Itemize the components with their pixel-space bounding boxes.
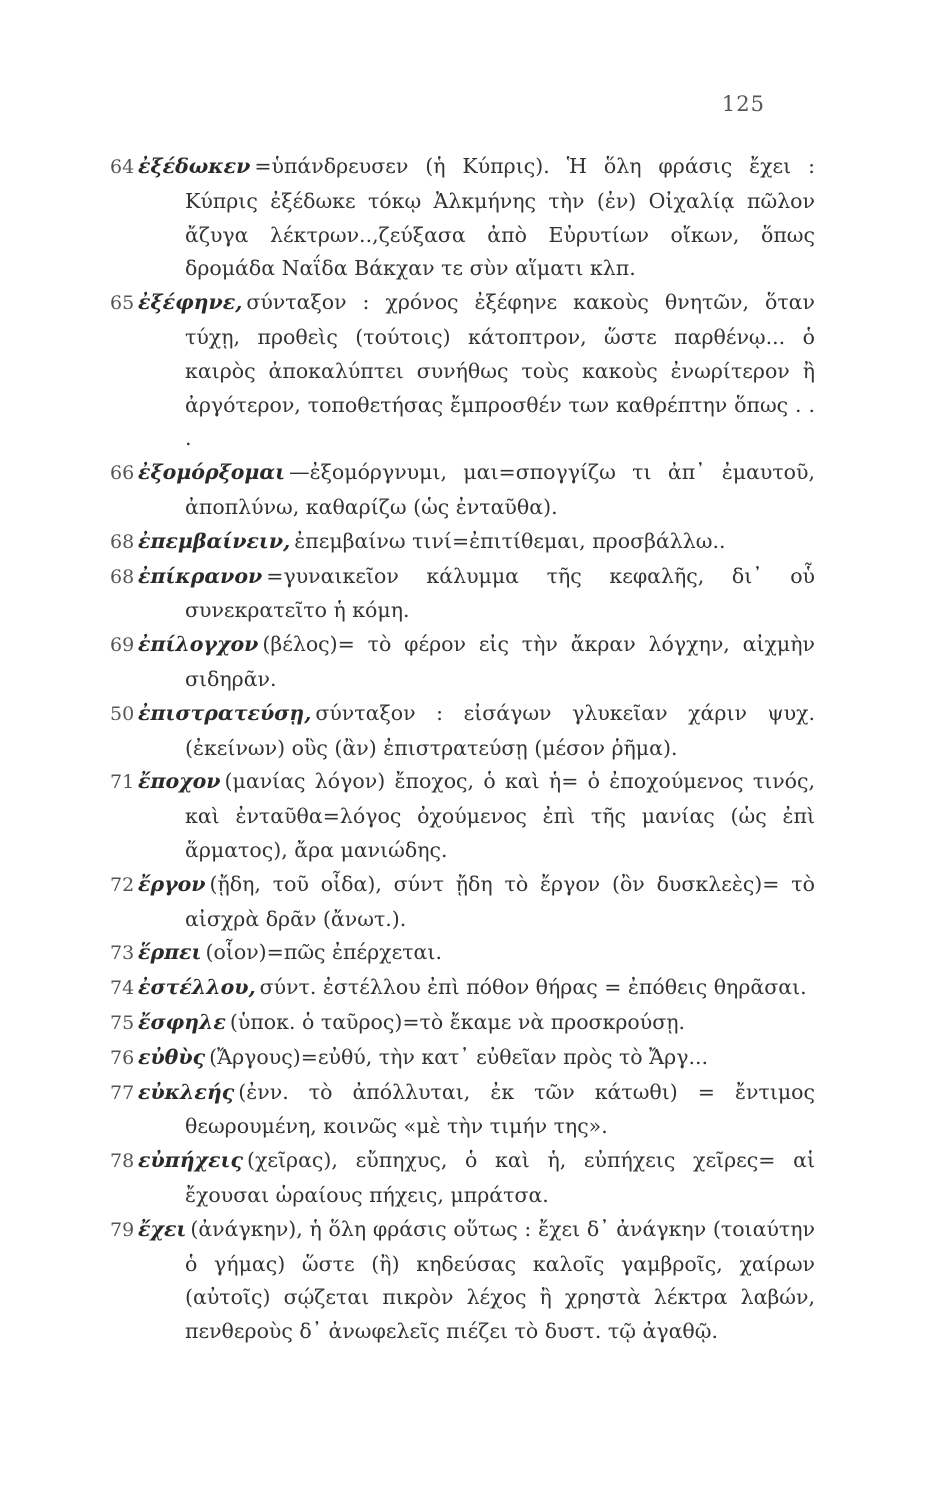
glossary-entries — [110, 150, 815, 1349]
entry-text: (βέλος)= τὸ φέρον εἰς τὴν ἄκραν λόγχην, αἰχμὴν σιδηρᾶν. — [185, 632, 815, 691]
entry-number: 71 — [110, 771, 135, 794]
glossary-entry — [110, 456, 815, 525]
entry-number: 50 — [110, 702, 135, 725]
entry-text: (οἷον)=πῶς ἐπέρχεται. — [205, 940, 442, 965]
glossary-entry — [110, 628, 815, 697]
entry-headword: εὐθὺς — [138, 1044, 206, 1069]
entry-number: 76 — [110, 1046, 135, 1069]
entry-headword: ἐστέλλου, — [138, 975, 256, 1000]
glossary-entry — [110, 697, 815, 766]
entry-text: (ᾔδη, τοῦ οἶδα), σύντ ᾔδη τὸ ἔργον (ὂν δυσκλεὲς)= τὸ αἰσχρὰ δρᾶν (ἄνωτ.). — [185, 871, 815, 931]
entry-headword: ἔποχον — [138, 769, 221, 794]
entry-text: —ἐξομόργνυμι, μαι=σπογγίζω τι ἀπ᾽ ἐμαυτοῦ, ἀποπλύνω, καθαρίζω (ὡς ἐνταῦθα). — [185, 460, 815, 519]
entry-number: 79 — [110, 1218, 135, 1241]
entry-headword: ἐξέδωκεν — [138, 154, 251, 178]
glossary-entry — [110, 1213, 815, 1349]
glossary-entry — [110, 1041, 815, 1076]
entry-text: =γυναικεῖον κάλυμμα τῆς κεφαλῆς, δι᾽ οὗ συνεκρατεῖτο ἡ κόμη. — [185, 563, 815, 623]
entry-text: =ὑπάνδρευσεν (ἡ Κύπρις). Ἡ ὅλη φράσις ἔχει : Κύπρις ἐξέδωκε τόκῳ Ἀλκμήνης τὴν (ἐν) Οἰχαλίᾳ πῶλον ἄζυγα λέκτρων..,ζεύξασα ἀπὸ Εὐρυτίων οἴκων, ὅπως δρομάδα Ναΐδα Βάκχαν τε σὺν αἵματι κλπ. — [185, 154, 815, 281]
entry-number: 69 — [110, 634, 135, 657]
entry-text: (ἐνν. τὸ ἀπόλλυται, ἐκ τῶν κάτωθι) = ἔντιμος θεωρουμένη, κοινῶς «μὲ τὴν τιμήν της». — [185, 1079, 815, 1139]
glossary-entry — [110, 525, 815, 560]
entry-headword: ἐπίκρανον — [138, 563, 263, 588]
entry-number: 68 — [110, 530, 135, 553]
entry-number: 72 — [110, 873, 135, 896]
entry-number: 68 — [110, 565, 135, 588]
entry-headword: ἐπιστρατεύσῃ, — [138, 700, 312, 725]
entry-headword: ἔργον — [138, 871, 206, 896]
entry-text: (ἀνάγκην), ἡ ὅλη φράσις οὕτως : ἔχει δ᾽ ἀνάγκην (τοιαύτην ὁ γήμας) ὥστε (ἢ) κηδεύσας καλοῖς γαμβροῖς, χαίρων (αὐτοῖς) σῴζεται πικρὸν λέχος ἢ χρηστὰ λέκτρα λαβών, πενθεροὺς δ᾽ ἀνωφελεῖς πιέζει τὸ δυστ. τῷ ἀγαθῷ. — [185, 1216, 815, 1344]
entry-headword: εὐπήχεις — [138, 1148, 243, 1173]
entry-text: (χεῖρας), εὔπηχυς, ὁ καὶ ἡ, εὐπήχεις χεῖρες= αἱ ἔχουσαι ὡραίους πήχεις, μπράτσα. — [185, 1148, 815, 1207]
glossary-entry — [110, 286, 815, 456]
entry-headword: ἐξομόρξομαι — [138, 460, 286, 485]
entry-number: 77 — [110, 1081, 135, 1104]
entry-text: (Ἄργους)=εὐθύ, τὴν κατ᾽ εὐθεῖαν πρὸς τὸ Ἄργ... — [209, 1044, 709, 1069]
glossary-entry — [110, 868, 815, 937]
entry-headword: ἕρπει — [138, 940, 202, 965]
entry-headword: εὐκλεής — [138, 1079, 235, 1104]
entry-headword: ἐπεμβαίνειν, — [138, 528, 291, 553]
entry-text: (μανίας λόγον) ἔποχος, ὁ καὶ ἡ= ὁ ἐποχούμενος τινός, καὶ ἐνταῦθα=λόγος ὀχούμενος ἐπὶ τῆς μανίας (ὡς ἐπὶ ἅρματος), ἄρα μανιώδης. — [185, 769, 815, 862]
entry-number: 65 — [110, 292, 135, 315]
entry-number: 78 — [110, 1150, 135, 1173]
entry-text: σύνταξον : χρόνος ἐξέφηνε κακοὺς θνητῶν, ὅταν τύχῃ, προθεὶς (τούτοις) κάτοπτρον, ὥστε παρθένῳ... ὁ καιρὸς ἀποκαλύπτει συνήθως τοὺς κακοὺς ἐνωρίτερον ἢ ἀργότερον, τοποθετήσας ἔμπροσθέν των καθρέπτην ὅπως . . . — [185, 290, 815, 451]
glossary-entry — [110, 1076, 815, 1145]
entry-headword: ἐξέφηνε, — [138, 290, 243, 315]
page-number: 125 — [721, 92, 765, 116]
entry-text: σύντ. ἐστέλλου ἐπὶ πόθον θήρας = ἐπόθεις θηρᾶσαι. — [259, 975, 807, 1000]
entry-number: 64 — [110, 156, 135, 178]
glossary-entry — [110, 560, 815, 629]
glossary-entry — [110, 765, 815, 867]
entry-number: 73 — [110, 942, 135, 965]
entry-number: 74 — [110, 977, 135, 1000]
glossary-entry — [110, 150, 815, 286]
entry-headword: ἔσφηλε — [138, 1009, 226, 1034]
entry-headword: ἔχει — [138, 1216, 187, 1241]
entry-number: 75 — [110, 1011, 135, 1034]
glossary-entry — [110, 1144, 815, 1213]
glossary-entry — [110, 936, 815, 971]
entry-number: 66 — [110, 462, 135, 485]
entry-text: (ὑποκ. ὁ ταῦρος)=τὸ ἔκαμε νὰ προσκρούσῃ. — [229, 1009, 686, 1034]
glossary-entry — [110, 971, 815, 1006]
entry-text: σύνταξον : εἰσάγων γλυκεῖαν χάριν ψυχ. (ἐκείνων) οὓς (ἂν) ἐπιστρατεύσῃ (μέσον ῥῆμα). — [185, 700, 815, 760]
entry-headword: ἐπίλογχον — [138, 632, 259, 657]
glossary-entry — [110, 1006, 815, 1041]
entry-text: ἐπεμβαίνω τινί=ἐπιτίθεμαι, προσβάλλω.. — [294, 528, 726, 553]
